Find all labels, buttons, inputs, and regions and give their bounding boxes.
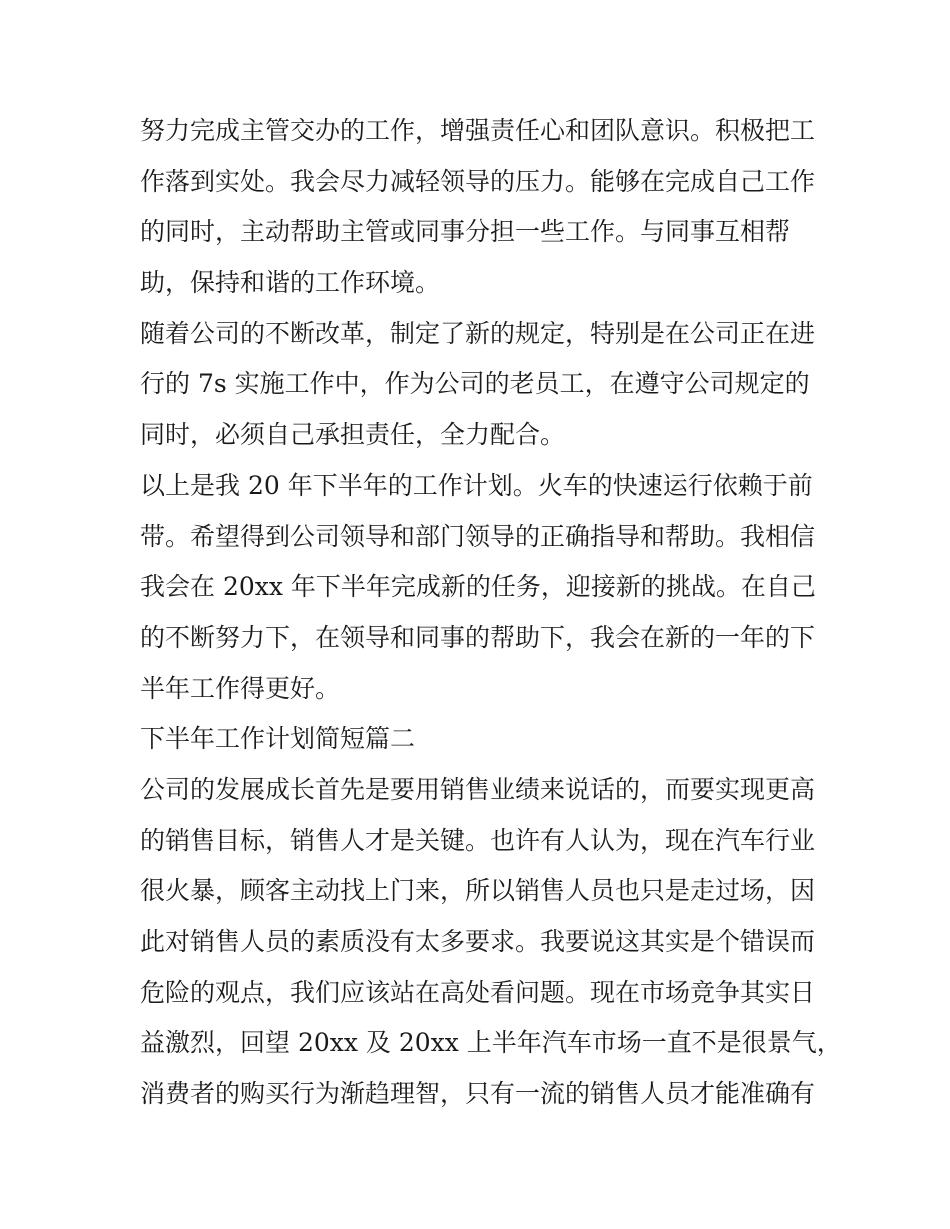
text-line: 我会在 20xx 年下半年完成新的任务，迎接新的挑战。在自己 [140,572,816,602]
text-line: 很火暴，顾客主动找上门来，所以销售人员也只是走过场，因 [140,876,816,906]
text-line: 的不断努力下，在领导和同事的帮助下，我会在新的一年的下 [140,622,816,652]
text-line: 作落到实处。我会尽力减轻领导的压力。能够在完成自己工作 [140,166,816,196]
text-line: 助，保持和谐的工作环境。 [140,268,441,298]
text-line: 的销售目标，销售人才是关键。也许有人认为，现在汽车行业 [140,825,816,855]
text-line: 半年工作得更好。 [140,673,341,703]
section-heading: 下半年工作计划简短篇二 [140,724,416,754]
text-line: 消费者的购买行为渐趋理智，只有一流的销售人员才能准确有 [140,1079,816,1109]
text-line: 危险的观点，我们应该站在高处看问题。现在市场竞争其实日 [140,977,816,1007]
text-line: 以上是我 20 年下半年的工作计划。火车的快速运行依赖于前 [140,470,813,500]
text-line: 此对销售人员的素质没有太多要求。我要说这其实是个错误而 [140,927,816,956]
text-line: 努力完成主管交办的工作，增强责任心和团队意识。积极把工 [140,116,816,145]
text-line: 公司的发展成长首先是要用销售业绩来说话的，而要实现更高 [140,774,816,804]
text-line: 的同时，主动帮助主管或同事分担一些工作。与同事互相帮 [140,217,791,247]
text-line: 随着公司的不断改革，制定了新的规定，特别是在公司正在进 [140,318,816,348]
text-line: 同时，必须自己承担责任，全力配合。 [140,420,566,450]
text-line: 益激烈，回望 20xx 及 20xx 上半年汽车市场一直不是很景气， [140,1028,842,1058]
text-line: 带。希望得到公司领导和部门领导的正确指导和帮助。我相信 [140,521,816,551]
text-line: 行的 7s 实施工作中，作为公司的老员工，在遵守公司规定的 [140,369,810,399]
document-body [140,106,842,1120]
